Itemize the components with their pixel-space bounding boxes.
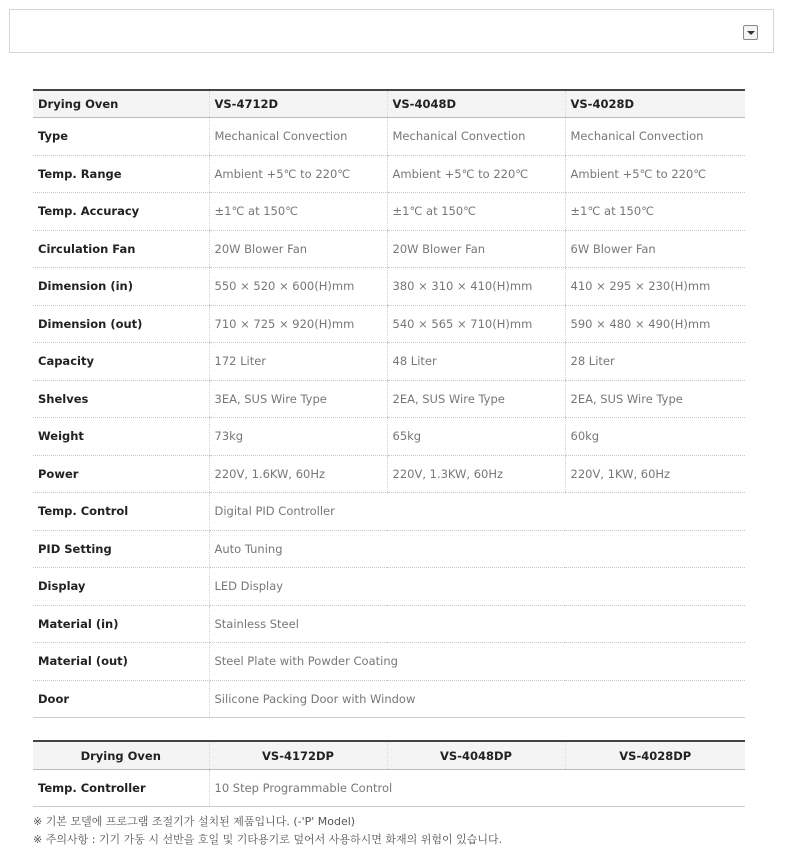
table-row: [33, 680, 745, 718]
cell-value: 6W Blower Fan: [565, 230, 745, 268]
spec-table-programmable: [33, 740, 745, 807]
cell-value: 710 × 725 × 920(H)mm: [209, 305, 387, 343]
table-row: [33, 605, 745, 643]
header-label: Drying Oven: [33, 741, 209, 770]
cell-value: Stainless Steel: [209, 605, 745, 643]
header-model: VS-4028DP: [565, 741, 745, 770]
table-row: [33, 230, 745, 268]
row-label: PID Setting: [33, 530, 209, 568]
cell-value: 220V, 1KW, 60Hz: [565, 455, 745, 493]
cell-value: 410 × 295 × 230(H)mm: [565, 268, 745, 306]
cell-value: ±1℃ at 150℃: [565, 193, 745, 231]
row-label: Door: [33, 680, 209, 718]
cell-value: 28 Liter: [565, 343, 745, 381]
table-row: [33, 268, 745, 306]
cell-value: 172 Liter: [209, 343, 387, 381]
row-label: Temp. Range: [33, 155, 209, 193]
table-row: [33, 568, 745, 606]
table-row: [33, 343, 745, 381]
cell-value: 2EA, SUS Wire Type: [387, 380, 565, 418]
header-model: VS-4028D: [565, 90, 745, 118]
cell-value: 3EA, SUS Wire Type: [209, 380, 387, 418]
cell-value: Digital PID Controller: [209, 493, 745, 531]
row-label: Circulation Fan: [33, 230, 209, 268]
header-model: VS-4048D: [387, 90, 565, 118]
cell-value: 20W Blower Fan: [387, 230, 565, 268]
cell-value: Mechanical Convection: [387, 118, 565, 156]
row-label: Temp. Controller: [33, 770, 209, 807]
cell-value: Mechanical Convection: [209, 118, 387, 156]
header-model: VS-4172DP: [209, 741, 387, 770]
cell-value: Mechanical Convection: [565, 118, 745, 156]
cell-value: ±1℃ at 150℃: [209, 193, 387, 231]
cell-value: 10 Step Programmable Control: [209, 770, 745, 807]
row-label: Dimension (out): [33, 305, 209, 343]
spec-table-standard: [33, 89, 745, 718]
table-row: [33, 530, 745, 568]
cell-value: 60kg: [565, 418, 745, 456]
table-row: [33, 418, 745, 456]
cell-value: Ambient +5℃ to 220℃: [209, 155, 387, 193]
table-row: [33, 380, 745, 418]
table-row: [33, 193, 745, 231]
notes: [33, 813, 502, 849]
cell-value: 540 × 565 × 710(H)mm: [387, 305, 565, 343]
cell-value: 550 × 520 × 600(H)mm: [209, 268, 387, 306]
cell-value: 48 Liter: [387, 343, 565, 381]
row-label: Temp. Accuracy: [33, 193, 209, 231]
cell-value: 220V, 1.6KW, 60Hz: [209, 455, 387, 493]
cell-value: Ambient +5℃ to 220℃: [565, 155, 745, 193]
table-row: [33, 118, 745, 156]
cell-value: 220V, 1.3KW, 60Hz: [387, 455, 565, 493]
cell-value: 20W Blower Fan: [209, 230, 387, 268]
dropdown-arrow-icon[interactable]: [743, 25, 758, 40]
row-label: Material (out): [33, 643, 209, 681]
row-label: Type: [33, 118, 209, 156]
cell-value: Ambient +5℃ to 220℃: [387, 155, 565, 193]
cell-value: LED Display: [209, 568, 745, 606]
table-row: [33, 305, 745, 343]
cell-value: ±1℃ at 150℃: [387, 193, 565, 231]
table-row: [33, 643, 745, 681]
row-label: Power: [33, 455, 209, 493]
row-label: Shelves: [33, 380, 209, 418]
row-label: Display: [33, 568, 209, 606]
row-label: Temp. Control: [33, 493, 209, 531]
cell-value: 73kg: [209, 418, 387, 456]
row-label: Capacity: [33, 343, 209, 381]
cell-value: Silicone Packing Door with Window: [209, 680, 745, 718]
note-program-model: ※ 기본 모델에 프로그램 조절기가 설치된 제품입니다. (-'P' Model): [33, 815, 356, 828]
cell-value: 590 × 480 × 490(H)mm: [565, 305, 745, 343]
table-row: [33, 455, 745, 493]
table-row: [33, 770, 745, 807]
row-label: Dimension (in): [33, 268, 209, 306]
header-label: Drying Oven: [33, 90, 209, 118]
cell-value: 380 × 310 × 410(H)mm: [387, 268, 565, 306]
note-caution: ※ 주의사항 : 기기 가동 시 선반을 호일 및 기타용기로 덮어서 사용하시면 화재의 위험이 있습니다.: [33, 833, 503, 846]
header-model: VS-4048DP: [387, 741, 565, 770]
table-row: [33, 493, 745, 531]
cell-value: 2EA, SUS Wire Type: [565, 380, 745, 418]
row-label: Material (in): [33, 605, 209, 643]
header-model: VS-4712D: [209, 90, 387, 118]
cell-value: Auto Tuning: [209, 530, 745, 568]
table-row: [33, 155, 745, 193]
cell-value: 65kg: [387, 418, 565, 456]
row-label: Weight: [33, 418, 209, 456]
cell-value: Steel Plate with Powder Coating: [209, 643, 745, 681]
top-select-bar[interactable]: [9, 9, 774, 53]
